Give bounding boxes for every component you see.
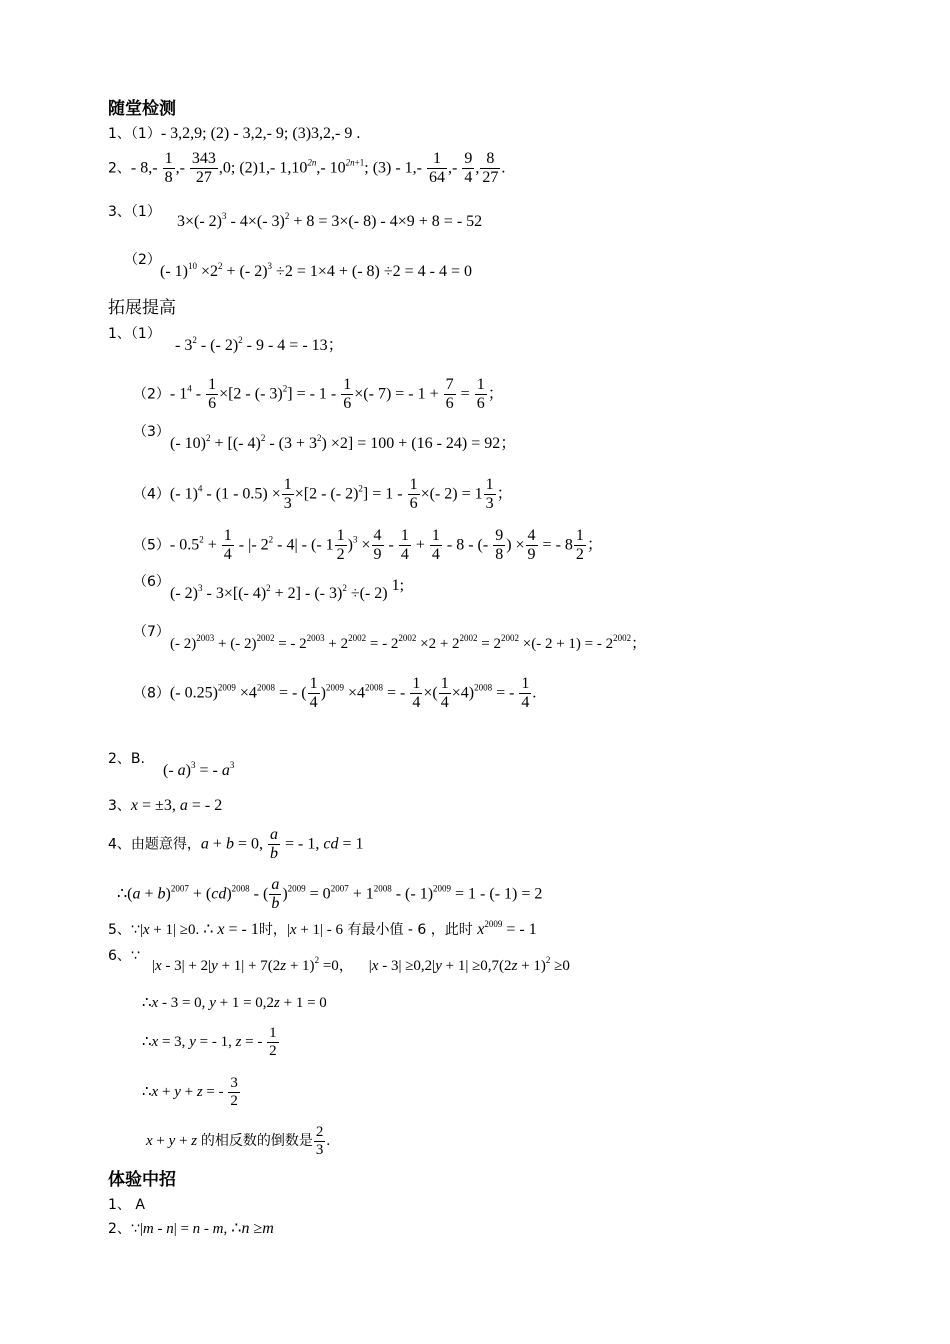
ext-6-label: 6、∵ (108, 948, 140, 964)
ext-1-7-expr: (- 2)$^{2003}$ + (- 2)$^{2002}$ = - $2^{2003} + 2^{2002}$ = - $2^{2002} \times 2 + 2^{2002} = 2^{2002}$ ×(- 2 + 1) = - $2^{2002}$； (170, 633, 647, 652)
ext-1-3-expr: (- 10)$^2$ + [(- $4)^2 - (3 + 3^2) \times 2] = 100 + (16 - 24) = 92$； (170, 433, 517, 452)
answer-1: 1、（1）- 3,2,9; (2) - 3,2,- 9; (3)3,2,- 9 . (108, 125, 361, 142)
answer-2: 2、- 8,- $\frac{1}{8}$ ,- $\frac{343}{27}$ ,0; (2)1,- $1,10^{2n},-$ $10^{2n+1}$; (3) - 1,- $\frac{1}{64}$ ,- $\frac{9}{4}$ , $\frac{8}{27}$ . (108, 150, 506, 187)
ext-1-2: （2）- $1^4$ - $\frac{1}{6}$ ×[2 - (- 3)$^2$] = - 1 - $\frac{1}{6}$ ×(- 7) = - 1 + $\frac{7}{6}$ = $\frac{1}{6}$ ； (133, 376, 504, 413)
ext-1-4: （4）(- 1)$^4$ - (1 - 0.5) × $\frac{1}{3}$ ×[2 - (- 2)$^2$] = 1 - $\frac{1}{6}$ ×(- 2) = 1 $\frac{1}{3}$ ； (133, 476, 513, 513)
ext-1-7-label: （7） (133, 624, 170, 640)
ext-2-label: 2、B. (108, 751, 145, 767)
ext-1-8: （8）(- $0.25)^{2009} \times 4^{2008}$ = - ( $\frac{1}{4}$ )$^{2009} \times 4^{2008}$ = - $\frac{1}{4}$ ×( $\frac{1}{4}$ ×4)$^{2008}$ = - $\frac{1}{4}$ . (133, 675, 537, 712)
ext-1-5: （5）- $0.5^2$ + $\frac{1}{4}$ - |- $2^2 - 4|$ - (- 1 $\frac{1}{2}$ )$^3$ × $\frac{4}{9}$ - $\frac{1}{4}$ + $\frac{1}{4}$ - 8 - (- $\frac{9}{8}$ ) × $\frac{4}{9}$ = - 8 $\frac{1}{2}$ ； (133, 527, 603, 564)
ext-6-step2: ∴x = 3, y = - 1, z = - $\frac{1}{2}$ (142, 1025, 277, 1060)
exam-2: 2、∵|m - n| = n - m, ∴n ≥m (108, 1220, 274, 1237)
ext-6-given: $|x - 3| + 2|y + 1| + 7(2z + 1)^2 =0$， $|x - 3| \ge 0,2|y + 1| \ge 0,7(2z + 1)^2 \ge 0$ (152, 955, 570, 974)
ext-4: 4、由题意得，a + b = 0, $\frac{a}{b}$ = - 1, cd = 1 (108, 826, 364, 863)
ext-2-expr: (- a)$^3$ = - $a^3$ (163, 760, 235, 779)
ext-1-3-label: （3） (133, 424, 170, 440)
ext-6-step1: ∴x - 3 = 0, y + 1 = 0,2z + 1 = 0 (142, 995, 327, 1011)
ext-6-answer: x + y + z 的相反数的倒数是 $\frac{2}{3}$ . (146, 1124, 331, 1159)
answer-2-label: 2、 (108, 160, 131, 177)
ext-1-1-label: 1、（1） (108, 326, 161, 342)
answer-3-1: 3、（1） (108, 204, 161, 220)
answer-3-2-expr: (- $1)^{10} \times 2^2$ + (- 2)$^3$ ÷2 = 1×4 + (- 8) ÷2 = 4 - 4 = 0 (160, 261, 473, 280)
answer-3-2-label: （2） (124, 252, 161, 268)
ext-3: 3、x = ±3, a = - 2 (108, 797, 223, 814)
ext-6-step3: ∴x + y + z = - $\frac{3}{2}$ (142, 1075, 238, 1110)
section-title-exam: 体验中招 (108, 1170, 176, 1190)
answer-3-1-expr: 3×(- 2)$^3$ - 4×(- 3)$^2$ + 8 = 3×(- 8) - 4×9 + 8 = - 52 (177, 211, 483, 230)
ext-4-result: ∴(a + b)$^{2007}$ + (cd)$^{2008}$ - ( $\frac{a}{b}$ )$^{2009} = 0^{2007} + 1^{2008}$ - (- 1)$^{2009}$ = 1 - (- 1) = 2 (117, 876, 543, 913)
ext-1-6-expr: (- 2)$^3$ - 3×[(- 4)$^2$ + 2] - (- 3)$^2$ ÷(- 2) 1; (170, 577, 405, 602)
section-title-classroom-test: 随堂检测 (108, 99, 176, 119)
ext-1-1-expr: - $3^2$ - (- 2)$^2$ - 9 - 4 = - 13； (175, 335, 344, 354)
exam-1: 1、 A (108, 1197, 145, 1213)
ext-5: 5、∵|x + 1| ≥0. ∴ x = - 1时，|x + 1| - 6 有最小值 - 6 ，此时 $x^{2009}$ = - 1 (108, 919, 537, 938)
ext-4-label: 4、由题意得， (108, 836, 201, 853)
section-title-extension: 拓展提高 (108, 298, 176, 318)
ext-1-6-label: （6） (133, 574, 170, 590)
